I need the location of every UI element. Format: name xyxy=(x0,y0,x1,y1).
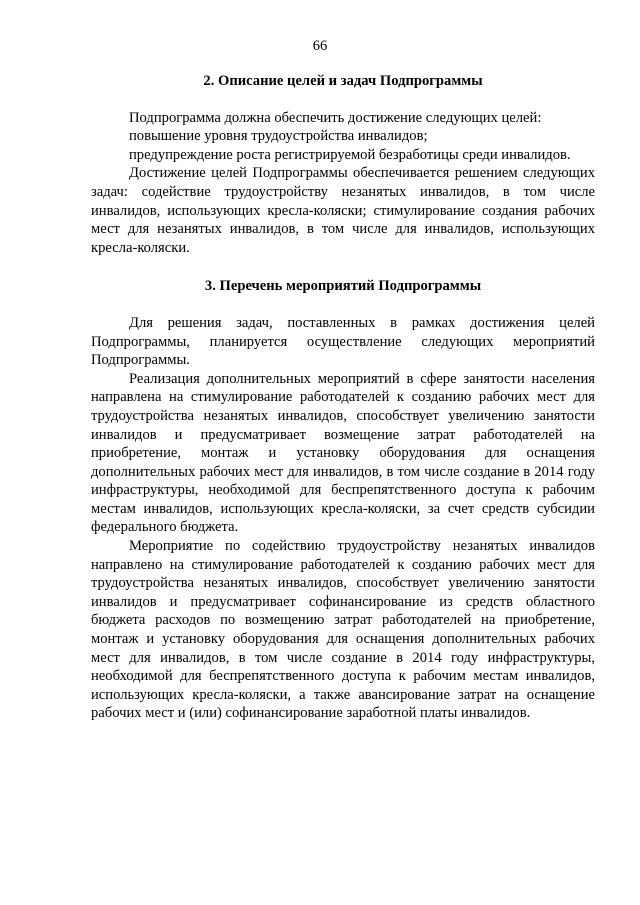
paragraph: Достижение целей Подпрограммы обеспечивается решением следующих задач: содействие трудоустройству незанятых инвалидов, в том числе инвалидов, использующих кресла-коляски; стимулирование создания рабочих мест для незанятых инвалидов, в том числе для инвалидов, использующих кресла-коляски. xyxy=(91,165,595,256)
paragraph: Подпрограмма должна обеспечить достижение следующих целей: xyxy=(129,109,542,126)
paragraph: предупреждение роста регистрируемой безработицы среди инвалидов. xyxy=(129,146,571,163)
section-measures-list xyxy=(91,277,595,723)
document-body xyxy=(91,72,595,723)
paragraph: Для решения задач, поставленных в рамках достижения целей Подпрограммы, планируется осуществление следующих мероприятий Подпрограммы. xyxy=(91,314,595,369)
paragraph: Мероприятие по содействию трудоустройству незанятых инвалидов направлено на стимулирование работодателей к созданию рабочих мест для трудоустройства незанятых инвалидов, способствует увеличению занятости инвалидов и предусматривает софинансирование из средств областного бюджета расходов по возмещению затрат работодателей на приобретение, монтаж и установку оборудования для оснащения дополнительных рабочих мест для инвалидов, в том числе создание в 2014 году инфраструктуры, необходимой для беспрепятственного доступа к рабочим местам инвалидов, использующих кресла-коляски, а также авансирование затрат на оснащение рабочих мест и (или) софинансирование заработной платы инвалидов. xyxy=(91,538,595,722)
page-number: 66 xyxy=(312,38,328,54)
section-heading-measures: 3. Перечень мероприятий Подпрограммы xyxy=(204,278,482,295)
paragraph: Реализация дополнительных мероприятий в сфере занятости населения направлена на стимулирование работодателей к созданию рабочих мест для трудоустройства незанятых инвалидов, способствует увеличению занятости инвалидов и предусматривает возмещение затрат работодателей на приобретение, монтаж и установку оборудования для оснащения дополнительных рабочих мест для инвалидов, в том числе создание в 2014 году инфраструктуры, необходимой для беспрепятственного доступа к рабочим местам инвалидов, использующих кресла-коляски, за счет средств субсидии федерального бюджета. xyxy=(91,370,595,536)
section-heading-goals: 2. Описание целей и задач Подпрограммы xyxy=(203,73,483,89)
paragraph: повышение уровня трудоустройства инвалидов; xyxy=(129,128,428,145)
section-goals-and-tasks xyxy=(91,72,595,257)
